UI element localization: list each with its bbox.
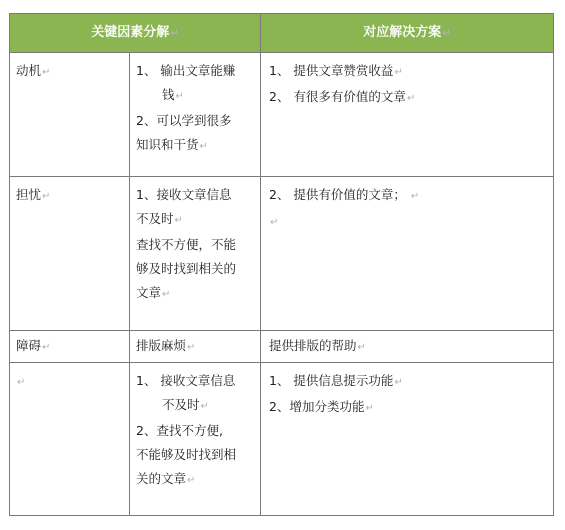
solution-cell: 2、 提供有价值的文章； ↵ ↵ <box>261 177 554 331</box>
header-factors: 关键因素分解↵ <box>10 14 261 53</box>
detail-cell: 排版麻烦↵ <box>130 331 261 363</box>
header-solutions: 对应解决方案↵ <box>261 14 554 53</box>
factor-cell: 动机↵ <box>10 53 130 177</box>
factor-cell: 障碍↵ <box>10 331 130 363</box>
header-row <box>10 14 554 53</box>
factor-cell: ↵ <box>10 363 130 516</box>
factor-cell: 担忧↵ <box>10 177 130 331</box>
detail-cell: 1、接收文章信息 不及时↵ 查找不方便，不能 够及时找到相关的 文章↵ <box>130 177 261 331</box>
table-row <box>10 331 554 363</box>
solution-cell: 1、 提供文章赞赏收益↵ 2、 有很多有价值的文章↵ <box>261 53 554 177</box>
detail-cell: 1、 接收文章信息 不及时↵ 2、查找不方便, 不能够及时找到相 关的文章↵ <box>130 363 261 516</box>
detail-cell: 1、 输出文章能赚 钱↵ 2、可以学到很多 知识和干货↵ <box>130 53 261 177</box>
table-row <box>10 177 554 331</box>
solution-cell: 1、 提供信息提示功能↵ 2、增加分类功能↵ <box>261 363 554 516</box>
solution-cell: 提供排版的帮助↵ <box>261 331 554 363</box>
table-row <box>10 363 554 516</box>
table-row <box>10 53 554 177</box>
analysis-table <box>9 13 554 516</box>
